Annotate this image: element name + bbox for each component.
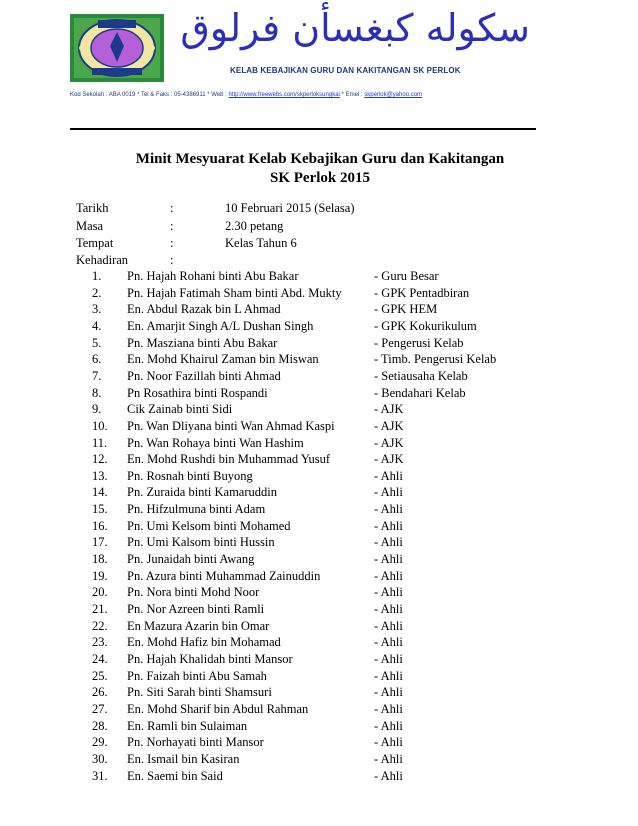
separator: * <box>137 92 140 98</box>
attendee-role: - Ahli <box>374 701 403 716</box>
school-logo <box>68 12 166 84</box>
attendee-number: 31. <box>92 768 108 783</box>
attendee-role: - AJK <box>374 402 404 417</box>
attendee-name: En. Amarjit Singh A/L Dushan Singh <box>127 318 314 333</box>
attendee-name: En. Mohd Rushdi bin Muhammad Yusuf <box>127 452 331 467</box>
title-line-1: Minit Mesyuarat Kelab Kebajikan Guru dan Kakitangan <box>135 151 505 167</box>
attendee-role: - AJK <box>374 435 404 450</box>
attendee-number: 27. <box>92 701 108 716</box>
attendee-number: 24. <box>92 652 108 666</box>
school-crest-icon <box>68 12 166 84</box>
attendee-name: Pn. Azura binti Muhammad Zainuddin <box>127 568 321 583</box>
time-label: Masa <box>76 219 104 233</box>
attendee-row <box>0 552 638 568</box>
attendee-role: - Ahli <box>374 751 403 766</box>
website-link[interactable]: http://www.freewebs.com/skperloksungkai <box>228 92 340 98</box>
attendee-role: - GPK Kokurikulum <box>374 318 477 333</box>
attendee-row <box>0 652 638 668</box>
attendee-role: - Ahli <box>374 618 403 633</box>
attendee-number: 28. <box>92 718 108 733</box>
attendee-role: - Ahli <box>374 468 403 483</box>
attendee-row <box>0 685 638 701</box>
attendee-row <box>0 336 638 352</box>
attendee-role: - Ahli <box>374 485 403 500</box>
separator: * <box>207 92 210 98</box>
attendee-name: En. Saemi bin Said <box>127 768 223 783</box>
date-label: Tarikh <box>76 201 109 215</box>
attendee-role: - Setiausaha Kelab <box>374 368 468 383</box>
attendee-number: 21. <box>92 602 108 616</box>
place-label: Tempat <box>76 236 114 250</box>
attendee-name: En. Mohd Hafiz bin Mohamad <box>127 635 281 650</box>
attendee-name: En Mazura Azarin bin Omar <box>127 618 270 633</box>
attendee-row <box>0 469 638 485</box>
attendee-role: - Guru Besar <box>374 269 439 283</box>
attendee-name: Pn. Wan Rohaya binti Wan Hashim <box>127 435 304 450</box>
attendee-number: 4. <box>92 318 102 333</box>
attendee-name: Pn. Masziana binti Abu Bakar <box>127 335 278 350</box>
email-link[interactable]: skperlok@yahoo.com <box>364 92 423 98</box>
attendee-name: Pn. Zuraida binti Kamaruddin <box>127 485 277 500</box>
attendee-row <box>0 719 638 735</box>
school-code: Kod Sekolah : ABA 0019 <box>70 92 136 98</box>
attendee-name: Pn. Hajah Rohani binti Abu Bakar <box>127 269 299 283</box>
time-value: 2.30 petang <box>225 219 284 233</box>
attendee-number: 22. <box>92 618 108 633</box>
attendee-number: 15. <box>92 502 108 517</box>
attendee-row <box>0 452 638 468</box>
attendee-number: 30. <box>92 751 108 766</box>
attendee-number: 6. <box>92 352 102 367</box>
attendee-number: 25. <box>92 668 108 683</box>
web-label: Web : <box>211 92 227 98</box>
attendee-name: Pn. Umi Kalsom binti Hussin <box>127 535 275 550</box>
attendee-row <box>0 502 638 518</box>
attendee-role: - Ahli <box>374 535 403 550</box>
attendee-number: 12. <box>92 452 108 467</box>
attendee-number: 1. <box>92 269 102 283</box>
attendee-row <box>0 569 638 585</box>
attendee-name: Pn. Hifzulmuna binti Adam <box>127 502 266 517</box>
attendee-name: Pn Rosathira binti Rospandi <box>127 385 268 400</box>
attendee-row <box>0 519 638 535</box>
attendee-name: Pn. Nora binti Mohd Noor <box>127 585 260 600</box>
attendee-row <box>0 386 638 402</box>
place-value: Kelas Tahun 6 <box>225 236 297 250</box>
phone-fax: Tel & Faks : 05-4386911 <box>140 92 206 98</box>
attendee-name: Pn. Siti Sarah binti Shamsuri <box>127 685 272 700</box>
attendee-name: Pn. Nor Azreen binti Ramli <box>127 602 265 616</box>
attendee-role: - Ahli <box>374 518 403 533</box>
attendee-row <box>0 602 638 618</box>
attendee-row <box>0 436 638 452</box>
attendee-role: - Ahli <box>374 585 403 600</box>
attendee-role: - Ahli <box>374 735 403 750</box>
attendee-role: - GPK HEM <box>374 302 438 317</box>
attendee-role: - Ahli <box>374 602 403 616</box>
attendee-number: 3. <box>92 302 102 317</box>
attendee-row <box>0 485 638 501</box>
attendee-name: Pn. Wan Dliyana binti Wan Ahmad Kaspi <box>127 418 335 433</box>
attendee-number: 29. <box>92 735 108 750</box>
email-label: Emel : <box>345 92 363 98</box>
attendance-label: Kehadiran <box>76 253 129 267</box>
attendee-role: - AJK <box>374 452 404 467</box>
attendee-number: 11. <box>92 435 108 450</box>
colon: : <box>170 236 174 250</box>
attendee-number: 16. <box>92 518 108 533</box>
attendee-role: - Ahli <box>374 568 403 583</box>
attendee-role: - Ahli <box>374 635 403 650</box>
attendee-role: - Ahli <box>374 652 403 666</box>
separator: * <box>341 92 344 98</box>
attendee-row <box>0 369 638 385</box>
attendee-role: - AJK <box>374 418 404 433</box>
attendee-number: 8. <box>92 385 102 400</box>
school-name-jawi: سکوله کبغسأن فرلوق <box>180 6 530 50</box>
attendee-name: Cik Zainab binti Sidi <box>127 402 233 417</box>
attendee-row <box>0 319 638 335</box>
attendee-row <box>0 286 638 302</box>
attendee-role: - Ahli <box>374 668 403 683</box>
attendee-row <box>0 352 638 368</box>
attendee-name: En. Ramli bin Sulaiman <box>127 718 248 733</box>
attendee-row <box>0 669 638 685</box>
attendee-row <box>0 635 638 651</box>
attendee-name: Pn. Junaidah binti Awang <box>127 552 255 566</box>
document-title <box>70 150 570 188</box>
attendee-row <box>0 702 638 718</box>
contact-line <box>70 92 630 98</box>
attendee-number: 26. <box>92 685 108 700</box>
attendee-name: En. Mohd Khairul Zaman bin Miswan <box>127 352 319 367</box>
header-divider <box>70 128 536 130</box>
attendee-role: - Bendahari Kelab <box>374 385 466 400</box>
attendee-name: En. Abdul Razak bin L Ahmad <box>127 302 281 317</box>
attendee-role: - Ahli <box>374 502 403 517</box>
attendee-number: 23. <box>92 635 108 650</box>
attendee-number: 17. <box>92 535 108 550</box>
colon: : <box>170 253 174 267</box>
attendee-row <box>0 735 638 751</box>
attendee-role: - Ahli <box>374 768 403 783</box>
attendee-number: 19. <box>92 568 108 583</box>
attendee-name: Pn. Rosnah binti Buyong <box>127 468 253 483</box>
attendee-number: 13. <box>92 468 108 483</box>
attendee-role: - GPK Pentadbiran <box>374 285 470 300</box>
attendee-number: 2. <box>92 285 102 300</box>
attendee-number: 9. <box>92 402 102 417</box>
attendee-name: Pn. Faizah binti Abu Samah <box>127 668 267 683</box>
attendee-row <box>0 302 638 318</box>
attendee-row <box>0 769 638 785</box>
attendee-number: 7. <box>92 368 102 383</box>
attendee-row <box>0 752 638 768</box>
attendee-role: - Timb. Pengerusi Kelab <box>374 352 497 367</box>
attendee-name: Pn. Umi Kelsom binti Mohamed <box>127 518 291 533</box>
attendee-number: 18. <box>92 552 108 566</box>
attendee-role: - Ahli <box>374 552 403 566</box>
title-line-2: SK Perlok 2015 <box>270 170 370 186</box>
attendee-number: 10. <box>92 418 108 433</box>
date-value: 10 Februari 2015 (Selasa) <box>225 201 355 215</box>
attendee-number: 20. <box>92 585 108 600</box>
attendee-name: Pn. Hajah Fatimah Sham binti Abd. Mukty <box>127 285 342 300</box>
attendee-number: 5. <box>92 335 102 350</box>
attendee-row <box>0 535 638 551</box>
attendee-row <box>0 402 638 418</box>
attendee-name: Pn. Norhayati binti Mansor <box>127 735 264 750</box>
colon: : <box>170 201 174 215</box>
attendee-name: Pn. Hajah Khalidah binti Mansor <box>127 652 293 666</box>
attendee-role: - Pengerusi Kelab <box>374 335 464 350</box>
attendee-role: - Ahli <box>374 718 403 733</box>
attendee-name: En. Ismail bin Kasiran <box>127 751 240 766</box>
attendee-row <box>0 619 638 635</box>
attendee-role: - Ahli <box>374 685 403 700</box>
colon: : <box>170 219 174 233</box>
attendee-row <box>0 419 638 435</box>
attendee-row <box>0 269 638 285</box>
club-name: KELAB KEBAJIKAN GURU DAN KAKITANGAN SK PERLOK <box>230 66 461 75</box>
attendee-name: Pn. Noor Fazillah binti Ahmad <box>127 368 281 383</box>
attendee-number: 14. <box>92 485 108 500</box>
attendee-name: En. Mohd Sharif bin Abdul Rahman <box>127 701 309 716</box>
attendee-row <box>0 585 638 601</box>
